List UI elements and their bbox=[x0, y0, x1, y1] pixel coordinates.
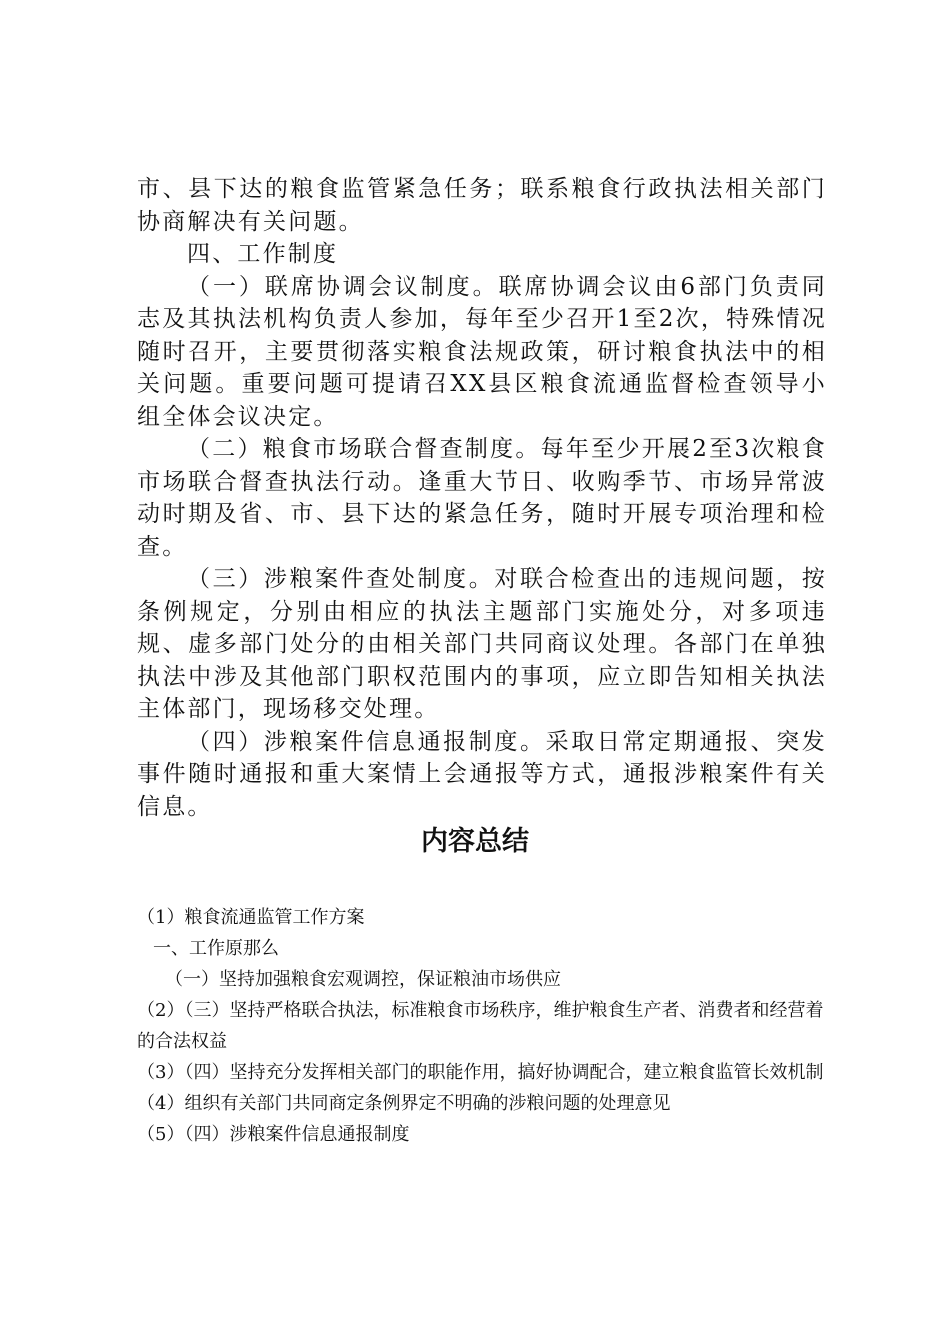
paragraph-continuation: 市、县下达的粮食监管紧急任务；联系粮食行政执法相关部门协商解决有关问题。 bbox=[137, 176, 827, 235]
summary-list bbox=[137, 902, 827, 1150]
summary-title: 内容总结 bbox=[421, 826, 529, 857]
paragraph-joint-meeting: （一）联席协调会议制度。联席协调会议由6部门负责同志及其执法机构负责人参加，每年至少召开1至2次，特殊情况随时召开，主要贯彻落实粮食法规政策，研讨粮食执法中的相关问题。重要问题可提请召XX县区粮食流通监督检查领导小组全体会议决定。 bbox=[137, 273, 827, 430]
summary-item: （5）（四）涉粮案件信息通报制度 bbox=[137, 1124, 410, 1145]
summary-item: （1）粮食流通监管工作方案 bbox=[137, 907, 365, 928]
paragraph-case-handling: （三）涉粮案件查处制度。对联合检查出的违规问题，按条例规定，分别由相应的执法主题部门实施处分，对多项违规、虚多部门处分的由相关部门共同商议处理。各部门在单独执法中涉及其他部门职权范围内的事项，应立即告知相关执法主体部门，现场移交处理。 bbox=[137, 566, 827, 722]
summary-item: （3）（四）坚持充分发挥相关部门的职能作用，搞好协调配合，建立粮食监管长效机制 bbox=[137, 1062, 824, 1083]
summary-item: （一）坚持加强粮食宏观调控，保证粮油市场供应 bbox=[165, 969, 561, 990]
document-body bbox=[137, 173, 827, 823]
paragraph-joint-inspection: （二）粮食市场联合督查制度。每年至少开展2至3次粮食市场联合督查执法行动。逢重大节日、收购季节、市场异常波动时期及省、市、县下达的紧急任务，随时开展专项治理和检查。 bbox=[137, 436, 827, 560]
paragraph-info-reporting: （四）涉粮案件信息通报制度。采取日常定期通报、突发事件随时通报和重大案情上会通报等方式，通报涉粮案件有关信息。 bbox=[137, 728, 827, 820]
section-heading-work-system: 四、工作制度 bbox=[187, 241, 339, 267]
summary-item: 一、工作原那么 bbox=[153, 938, 279, 959]
summary-item: （4）组织有关部门共同商定条例界定不明确的涉粮问题的处理意见 bbox=[137, 1093, 671, 1114]
summary-item: （2）（三）坚持严格联合执法，标准粮食市场秩序，维护粮食生产者、消费者和经营着的合法权益 bbox=[137, 1000, 824, 1052]
